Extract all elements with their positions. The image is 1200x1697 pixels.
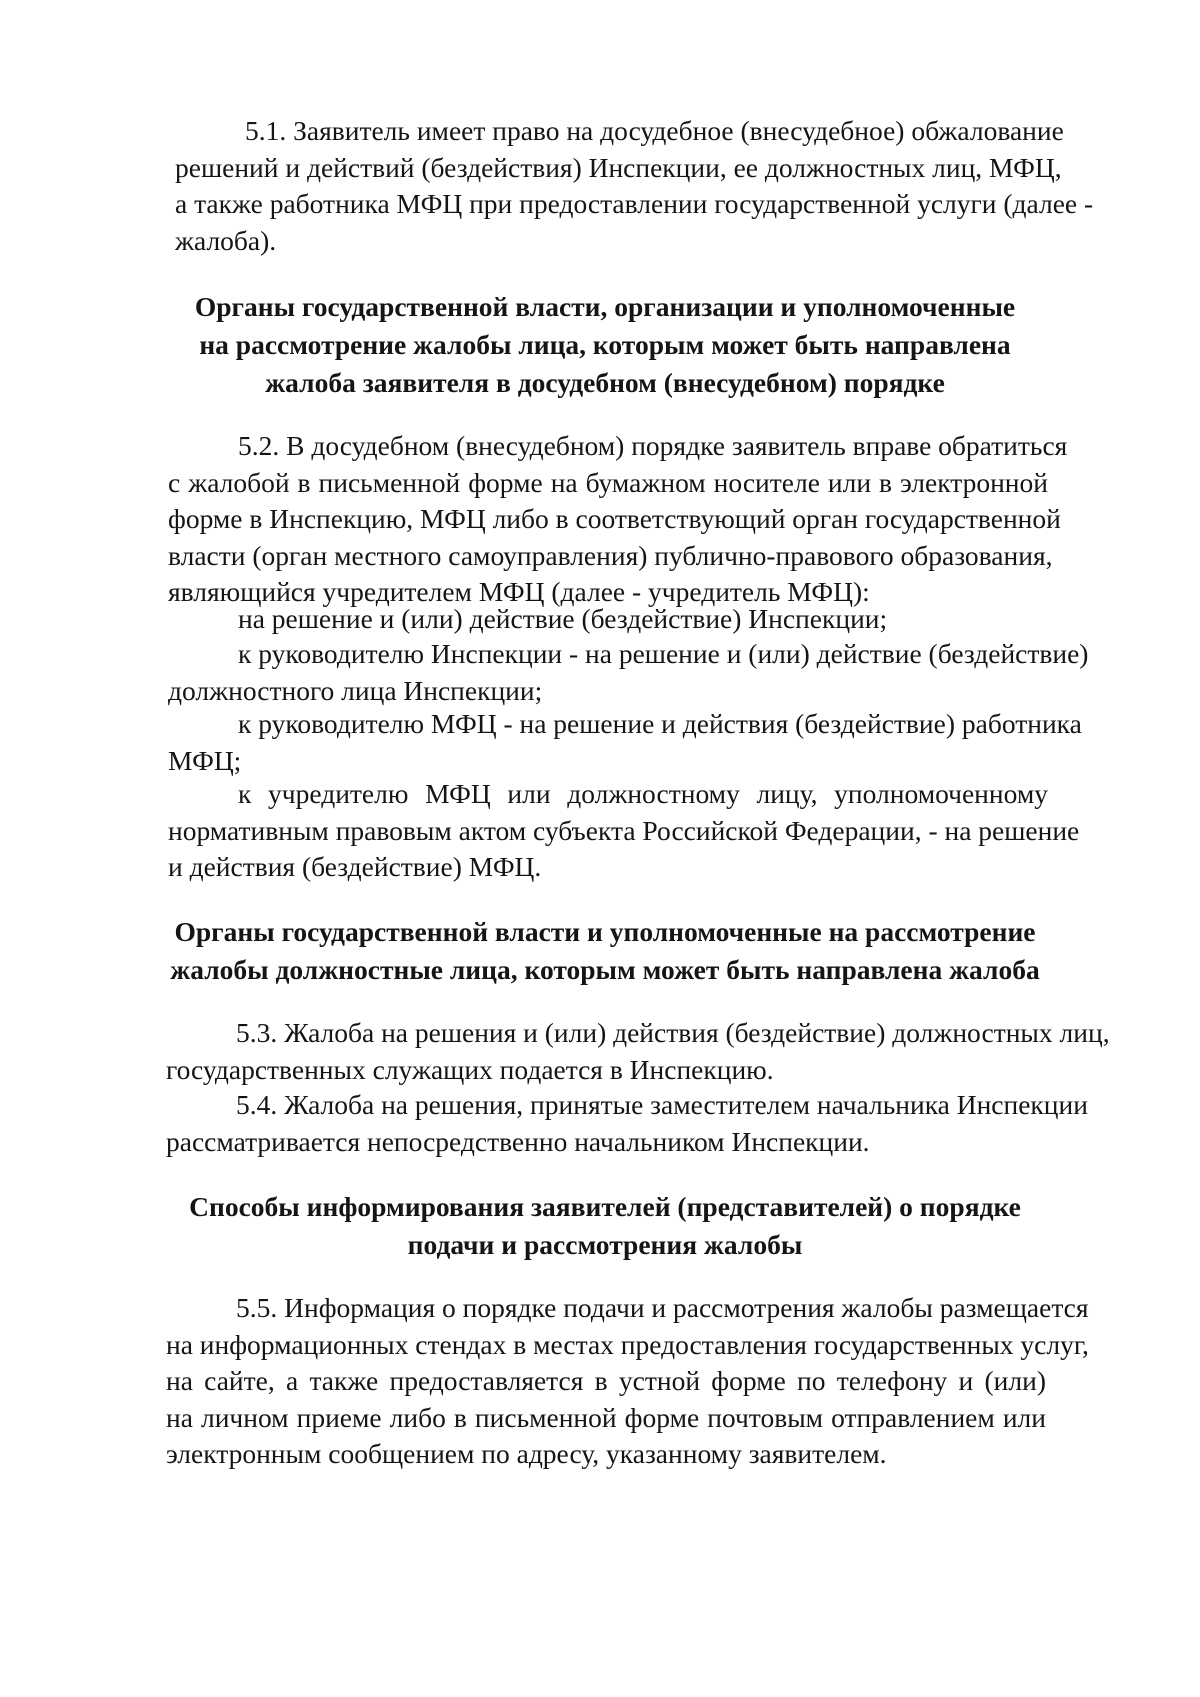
- text-line: МФЦ;: [168, 744, 242, 776]
- list-item: [168, 601, 1048, 638]
- text-line: на информационных стендах в местах предоставления государственных услуг,: [166, 1328, 1089, 1360]
- text-line: на личном приеме либо в письменной форме почтовым отправлением или: [166, 1401, 1046, 1433]
- section-heading: [160, 913, 1050, 989]
- list-item: [168, 636, 1089, 709]
- paragraph-5-3: [166, 1015, 1110, 1088]
- paragraph-5-4: [166, 1087, 1088, 1160]
- text-line: к руководителю Инспекции - на решение и (или) действие (бездействие): [238, 638, 1089, 669]
- heading-line: Органы государственной власти, организации и уполномоченные: [194, 291, 1016, 322]
- heading-line: на рассмотрение жалобы лица, которым может быть направлена: [199, 329, 1011, 360]
- list-item: [168, 706, 1082, 779]
- text-line: 5.3. Жалоба на решения и (или) действия (бездействие) должностных лиц,: [236, 1017, 1110, 1048]
- text-line: государственных служащих подается в Инспекцию.: [166, 1053, 774, 1085]
- text-line: форме в Инспекцию, МФЦ либо в соответствующий орган государственной: [168, 503, 1061, 534]
- paragraph-5-5: [166, 1290, 1089, 1473]
- heading-line: жалоба заявителя в досудебном (внесудебном) порядке: [265, 367, 945, 398]
- text-line: а также работника МФЦ при предоставлении государственной услуги (далее -: [175, 188, 1094, 219]
- text-line: 5.1. Заявитель имеет право на досудебное (внесудебное) обжалование: [245, 115, 1064, 146]
- section-heading: [160, 288, 1050, 402]
- text-line: и действия (бездействие) МФЦ.: [168, 851, 542, 882]
- text-line: 5.2. В досудебном (внесудебном) порядке заявитель вправе обратиться: [238, 430, 1068, 461]
- text-line: к руководителю МФЦ - на решение и действия (бездействие) работника: [238, 708, 1082, 739]
- list-item: [168, 776, 1080, 886]
- text-line: электронным сообщением по адресу, указанному заявителем.: [166, 1438, 887, 1469]
- text-line: должностного лица Инспекции;: [168, 674, 543, 706]
- text-line: к учредителю МФЦ или должностному лицу, уполномоченному: [238, 778, 1048, 809]
- text-line: являющийся учредителем МФЦ (далее - учредитель МФЦ):: [168, 576, 870, 607]
- paragraph-5-2: [168, 428, 1068, 611]
- text-line: решений и действий (бездействия) Инспекции, ее должностных лиц, МФЦ,: [175, 151, 1062, 183]
- text-line: власти (орган местного самоуправления) публично-правового образования,: [168, 539, 1053, 571]
- heading-line: Органы государственной власти и уполномоченные на рассмотрение: [174, 916, 1036, 947]
- heading-line: подачи и рассмотрения жалобы: [407, 1229, 803, 1260]
- text-line: с жалобой в письменной форме на бумажном носителе или в электронной: [168, 466, 1048, 498]
- paragraph-5-1: [175, 113, 1094, 259]
- text-line: жалоба).: [175, 224, 277, 256]
- text-line: рассматривается непосредственно начальником Инспекции.: [166, 1125, 870, 1157]
- heading-line: жалобы должностные лица, которым может быть направлена жалоба: [170, 954, 1040, 985]
- section-heading: [160, 1188, 1050, 1264]
- text-line: 5.5. Информация о порядке подачи и рассмотрения жалобы размещается: [236, 1292, 1089, 1323]
- text-line: 5.4. Жалоба на решения, принятые заместителем начальника Инспекции: [236, 1089, 1088, 1120]
- text-line: нормативным правовым актом субъекта Российской Федерации, - на решение: [168, 814, 1080, 846]
- heading-line: Способы информирования заявителей (представителей) о порядке: [189, 1191, 1021, 1222]
- text-line: на сайте, а также предоставляется в устной форме по телефону и (или): [166, 1365, 1046, 1396]
- text-line: на решение и (или) действие (бездействие) Инспекции;: [238, 603, 888, 634]
